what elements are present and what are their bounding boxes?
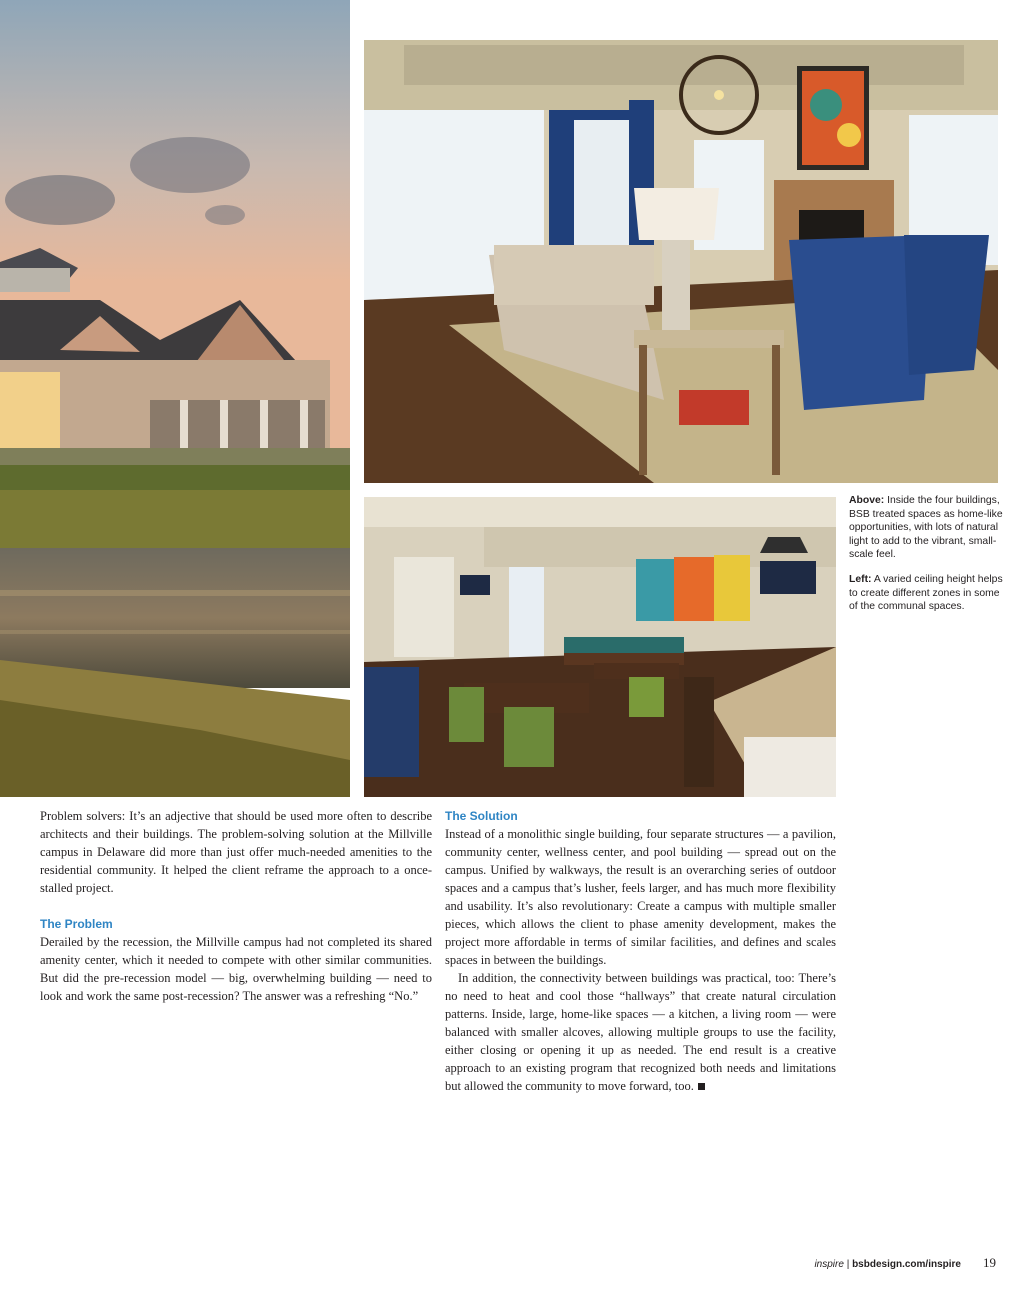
article-left-column: [40, 807, 432, 1005]
footer-brand: [814, 1259, 961, 1270]
caption-left: [849, 573, 1009, 614]
exterior-photo: [0, 0, 350, 797]
solution-paragraph-1: Instead of a monolithic single building, four separate structures — a pavilion, community center, wellness center, and pool building — spread out on the campus. Unified by walkways, the result is an overarching series of outdoor spaces and a campus that’s lusher, feels larger, and has much more flexibility and usability. It’s also revolutionary: Create a campus with multiple smaller pieces, which allows the client to phase amenity development, makes the project more affordable in terms of similar facilities, and defines and scales spaces in between the buildings.: [445, 827, 836, 967]
caption-left-label: Left:: [849, 573, 872, 585]
caption-above-label: Above:: [849, 495, 885, 506]
page-number: 19: [983, 1255, 996, 1270]
page-footer: [814, 1255, 996, 1271]
photo-caption: [849, 494, 1009, 625]
footer-url-link[interactable]: bsbdesign.com/inspire: [852, 1259, 961, 1270]
solution-paragraph-2: [445, 969, 836, 1095]
end-mark-icon: [698, 1083, 705, 1090]
dining-area-photo: [364, 497, 836, 797]
footer-magazine-name: inspire: [814, 1259, 844, 1270]
article-right-column: [445, 807, 836, 1095]
living-room-photo: [364, 40, 998, 483]
problem-paragraph: Derailed by the recession, the Millville campus had not completed its shared amenity center, which it needed to compete with other similar communities. But did the pre-recession model — big, overwhelming building — need to look and work the same post-recession? The answer was a refreshing “No.”: [40, 935, 432, 1003]
footer-separator: |: [843, 1259, 853, 1270]
problem-heading: The Problem: [40, 917, 113, 931]
caption-left-text: A varied ceiling height helps to create different zones in some of the communal spaces.: [849, 573, 1003, 613]
solution-heading: The Solution: [445, 809, 518, 823]
caption-above-text: Inside the four buildings, BSB treated spaces as home-like opportunities, with lots of natural light to add to the vibrant, small-scale feel.: [849, 495, 1003, 561]
caption-above: [849, 494, 1009, 562]
solution-paragraph-2-text: In addition, the connectivity between buildings was practical, too: There’s no need to heat and cool those “hallways” that create natural circulation patterns. Inside, large, home-like spaces — a kitchen, a living room — were balanced with smaller alcoves, allowing multiple groups to use the facility, either closing or opening it up as needed. The end result is a creative approach to an existing program that recognized both needs and limitations but allowed the community to move forward, too.: [445, 971, 836, 1093]
intro-paragraph: Problem solvers: It’s an adjective that should be used more often to describe architects and their buildings. The problem-solving solution at the Millville campus in Delaware did more than just offer much-needed amenities to the residential community. It helped the client reframe the approach to a once-stalled project.: [40, 809, 432, 895]
